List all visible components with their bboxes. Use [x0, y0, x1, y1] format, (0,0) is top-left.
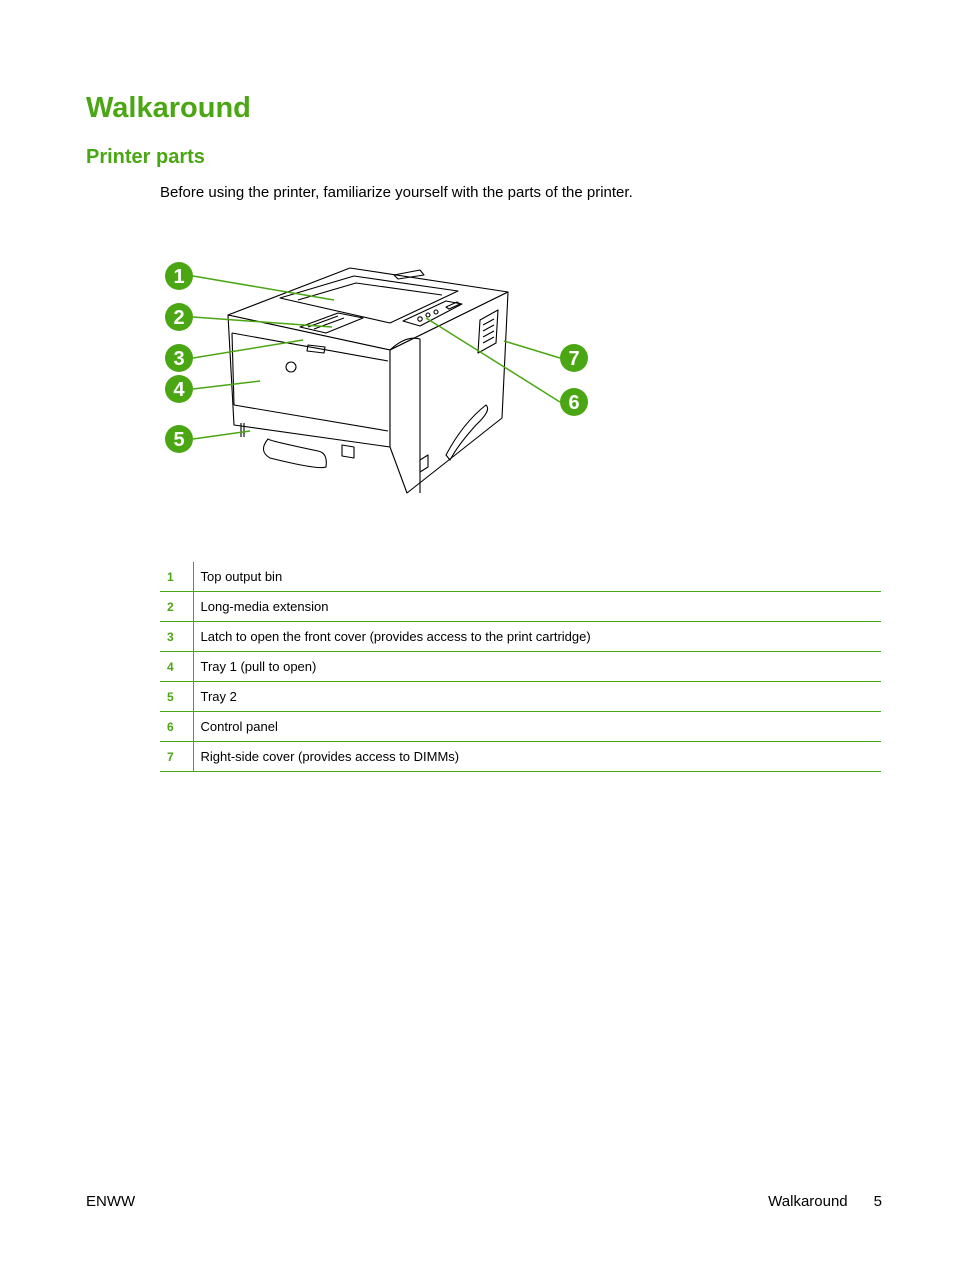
footer-section: Walkaround [768, 1193, 848, 1210]
callout-marker-2 [165, 303, 193, 331]
callout-number-5: 5 [173, 429, 185, 451]
printer-figure [158, 255, 598, 505]
table-row [160, 592, 881, 622]
callout-number-4: 4 [173, 379, 185, 401]
callout-number-7: 7 [568, 348, 580, 370]
table-row [160, 682, 881, 712]
callout-marker-5 [165, 425, 193, 453]
callout-number-1: 1 [173, 266, 185, 288]
part-description: Top output bin [193, 562, 881, 592]
section-title: Printer parts [86, 146, 205, 168]
part-number: 4 [160, 652, 193, 682]
part-description: Long-media extension [193, 592, 881, 622]
intro-text: Before using the printer, familiarize yourself with the parts of the printer. [160, 184, 633, 201]
callout-marker-4 [165, 375, 193, 403]
part-description: Tray 1 (pull to open) [193, 652, 881, 682]
part-description: Tray 2 [193, 682, 881, 712]
callout-marker-6 [560, 388, 588, 416]
callout-marker-7 [560, 344, 588, 372]
part-description: Right-side cover (provides access to DIMMs) [193, 742, 881, 772]
callout-number-2: 2 [173, 307, 185, 329]
table-row [160, 562, 881, 592]
part-number: 7 [160, 742, 193, 772]
part-number: 3 [160, 622, 193, 652]
callout-marker-3 [165, 344, 193, 372]
part-description: Latch to open the front cover (provides access to the print cartridge) [193, 622, 881, 652]
callout-number-6: 6 [568, 392, 580, 414]
part-number: 2 [160, 592, 193, 622]
callout-number-3: 3 [173, 348, 185, 370]
printer-drawing [228, 268, 508, 493]
part-description: Control panel [193, 712, 881, 742]
table-row [160, 622, 881, 652]
footer-right [768, 1193, 882, 1210]
page-title: Walkaround [86, 92, 251, 124]
table-row [160, 712, 881, 742]
callout-marker-1 [165, 262, 193, 290]
part-number: 5 [160, 682, 193, 712]
page-number: 5 [873, 1193, 882, 1210]
printer-illustration [158, 255, 598, 500]
table-row [160, 742, 881, 772]
footer-left: ENWW [86, 1193, 136, 1210]
part-number: 6 [160, 712, 193, 742]
parts-table [160, 562, 881, 772]
table-row [160, 652, 881, 682]
part-number: 1 [160, 562, 193, 592]
